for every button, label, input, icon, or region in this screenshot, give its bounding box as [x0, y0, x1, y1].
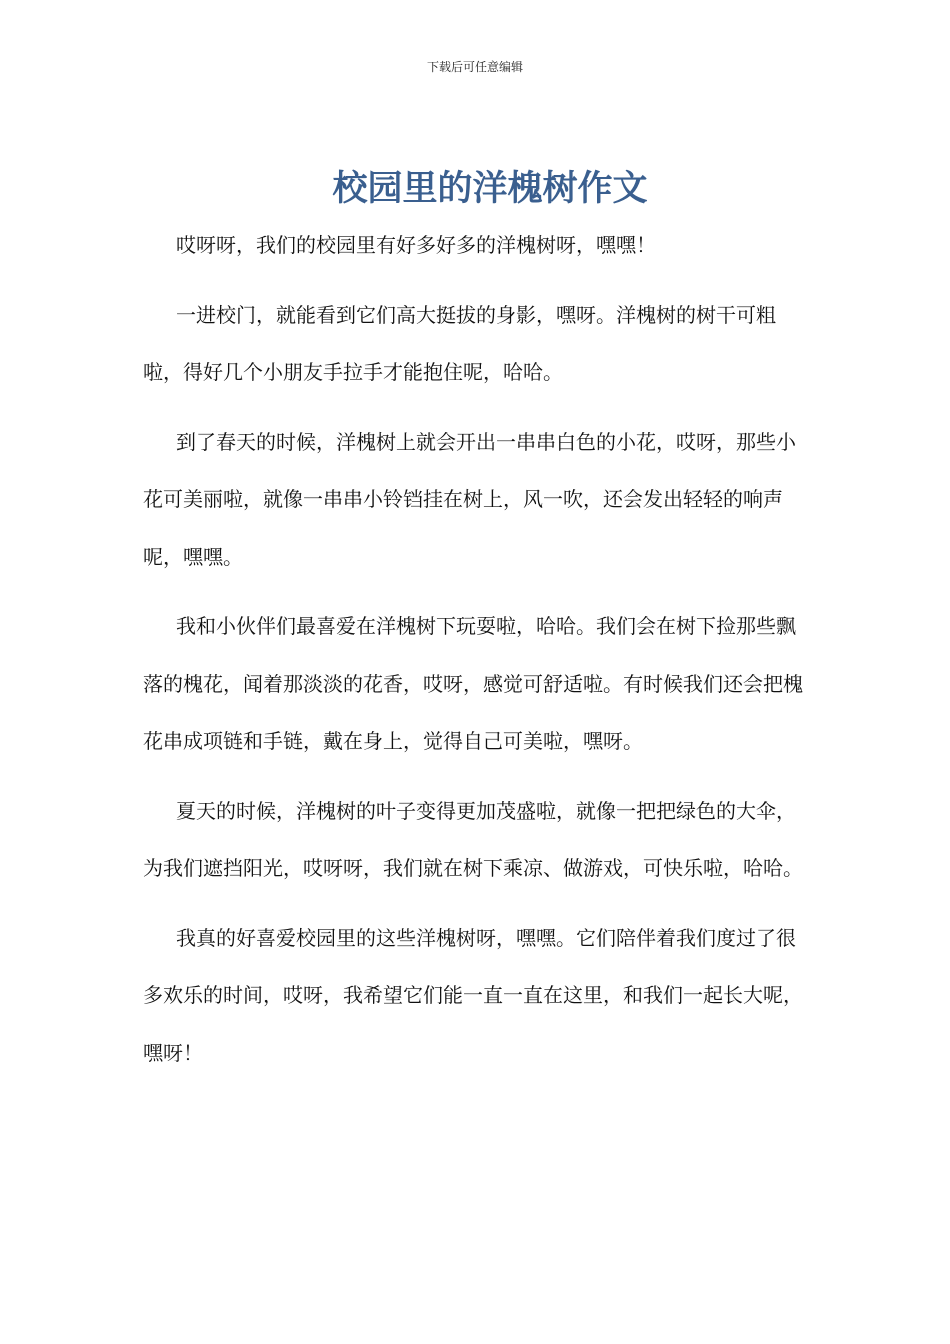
paragraph-6: 我真的好喜爱校园里的这些洋槐树呀，嘿嘿。它们陪伴着我们度过了很多欢乐的时间，哎呀，我希望它们能一直一直在这里，和我们一起长大呢，嘿呀！ — [143, 925, 803, 1065]
paragraph-4: 我和小伙伴们最喜爱在洋槐树下玩耍啦，哈哈。我们会在树下捡那些飘落的槐花，闻着那淡淡的花香，哎呀，感觉可舒适啦。有时候我们还会把槐花串成项链和手链，戴在身上，觉得自己可美啦，嘿呀。 — [143, 614, 803, 753]
paragraph-2: 一进校门，就能看到它们高大挺拔的身影，嘿呀。洋槐树的树干可粗啦，得好几个小朋友手拉手才能抱住呢，哈哈。 — [143, 302, 776, 384]
paragraph-5: 夏天的时候，洋槐树的叶子变得更加茂盛啦，就像一把把绿色的大伞，为我们遮挡阳光，哎呀呀，我们就在树下乘凉、做游戏，可快乐啦，哈哈。 — [143, 798, 803, 880]
document-title: 校园里的洋槐树作文 — [332, 169, 648, 209]
paragraph-3: 到了春天的时候，洋槐树上就会开出一串串白色的小花，哎呀，那些小花可美丽啦，就像一串串小铃铛挂在树上，风一吹，还会发出轻轻的响声呢，嘿嘿。 — [143, 429, 796, 569]
header-note: 下载后可任意编辑 — [426, 60, 523, 74]
document-body — [143, 217, 807, 1094]
paragraph-1: 哎呀呀，我们的校园里有好多好多的洋槐树呀，嘿嘿！ — [176, 233, 656, 257]
